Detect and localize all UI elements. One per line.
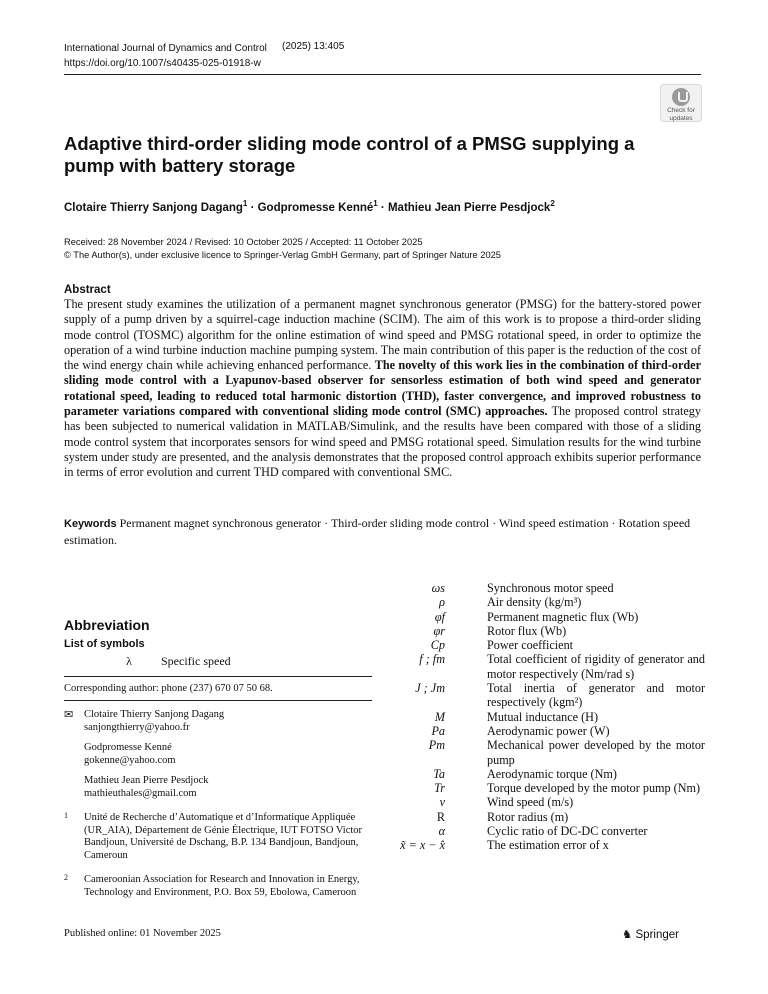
symbol-desc: Mechanical power developed by the motor pump [487, 738, 705, 767]
symbol-row [385, 810, 705, 824]
symbol-row [385, 624, 705, 638]
symbol: ρ [439, 595, 445, 610]
symbol-desc: Aerodynamic power (W) [487, 723, 610, 738]
symbol-row [385, 581, 705, 595]
symbol-lambda-desc: Specific speed [161, 654, 231, 668]
publication-dates [64, 236, 704, 261]
symbol: Pm [428, 738, 445, 753]
publisher-name: Springer [635, 929, 679, 941]
contact-email[interactable]: gokenne@yahoo.com [84, 754, 176, 766]
symbol: ωs [431, 581, 445, 595]
symbol-desc: Air density (kg/m³) [487, 595, 582, 610]
symbol-desc: Power coefficient [487, 638, 574, 653]
author-3-affil: 2 [550, 199, 555, 208]
symbol-row [385, 610, 705, 624]
author-separator: · [247, 201, 258, 214]
symbol: f ; fm [419, 652, 445, 667]
symbol-row [385, 795, 705, 809]
contact-item [64, 775, 372, 800]
contact-name: Mathieu Jean Pierre Pesdjock [84, 775, 209, 786]
published-online: Published online: 01 November 2025 [64, 928, 221, 939]
publisher-logo [622, 927, 679, 941]
affiliation-text: Unité de Recherche d’Automatique et d’Informatique Appliquée (UR_AIA), Département de Génie Électrique, IUT FOTSO Victor Bandjoun, Université de Dschang, B.P. 134 Bandjoun, Bandjoun, Cameroun [84, 812, 363, 861]
symbol: J ; Jm [415, 681, 445, 696]
symbol: Cp [430, 638, 445, 653]
author-3: Mathieu Jean Pierre Pesdjock [387, 201, 551, 214]
corresponding-author-note: Corresponding author: phone (237) 670 07 50 68. [64, 683, 273, 694]
check-for-updates-badge[interactable] [660, 84, 702, 122]
symbol-row [385, 652, 705, 681]
copyright-line: © The Author(s), under exclusive licence to Springer-Verlag GmbH Germany, part of Springer Nature 2025 [64, 249, 501, 260]
symbol-desc: Rotor radius (m) [487, 809, 569, 824]
abstract-novelty: The novelty of this work lies in the combination of third-order sliding mode control with a Lyapunov-based observer for sensorless estimation of both wind speed and generator rotational speed, leading to reduced total harmonic distortion (THD), faster convergence, and improved robustness to parameter variations compared with conventional sliding mode control (SMC) approaches. [64, 358, 701, 419]
symbol-row [385, 638, 705, 652]
abstract-body [64, 297, 701, 481]
symbol-desc: Total inertia of generator and motor respectively (kgm²) [487, 681, 705, 710]
symbol: x̃ = x − x̂ [400, 838, 445, 853]
author-contacts [64, 709, 372, 907]
symbol-row [385, 681, 705, 710]
symbol-table [385, 581, 705, 853]
contact-email[interactable]: mathieuthales@gmail.com [84, 787, 197, 799]
affiliation-text: Cameroonian Association for Research and Innovation in Energy, Technology and Environment, P.O. Box 59, Ebolowa, Cameroon [84, 874, 360, 898]
springer-horse-icon: ♞ [622, 929, 633, 941]
symbol: Ta [433, 766, 445, 781]
symbol-row [385, 738, 705, 767]
symbol-row [385, 767, 705, 781]
author-2: Godpromesse Kenné [257, 201, 374, 214]
symbol-desc: Synchronous motor speed [487, 581, 614, 595]
abstract-text-1: The present study examines the utilization of a permanent magnet synchronous generator (PMSG) for the battery-stored power supply of a pump driven by a squirrel-cage induction machine (SCIM). The aim of this work is to propose a third-order sliding mode control (TOSMC) algorithm for the online estimation of wind speed and PMSG rotational speed, in order to optimize the operation of a wind turbine induction machine pumping system. The main contribution of this paper is the reduction of the cost of the wind energy chain while achieving enhanced performance. [64, 297, 701, 373]
symbol: φf [434, 609, 445, 624]
symbol: φr [433, 623, 445, 638]
author-1: Clotaire Thierry Sanjong Dagang [64, 201, 243, 214]
affiliation-number: 1 [64, 811, 68, 820]
dates-line: Received: 28 November 2024 / Revised: 10 October 2025 / Accepted: 11 October 2025 [64, 237, 423, 247]
footnote-rule [64, 676, 372, 677]
symbol-row [385, 824, 705, 838]
author-2-affil: 1 [373, 199, 378, 208]
contact-name: Godpromesse Kenné [84, 742, 172, 753]
author-list [64, 199, 704, 214]
symbol: Pa [431, 723, 445, 738]
contact-item [64, 742, 372, 767]
symbol-row [385, 838, 705, 852]
symbol-desc: Mutual inductance (H) [487, 709, 599, 724]
symbol: R [436, 809, 445, 824]
badge-line1: Check for [667, 107, 695, 114]
symbol-desc: Permanent magnetic flux (Wb) [487, 609, 639, 624]
symbol-desc: Wind speed (m/s) [487, 795, 574, 810]
symbol-desc: The estimation error of x [487, 838, 609, 853]
affiliation-number: 2 [64, 873, 68, 882]
symbol: Tr [434, 781, 445, 796]
symbol-desc: Total coefficient of rigidity of generator and motor respectively (Nm/rad s) [487, 652, 705, 681]
affiliation-item [64, 874, 372, 899]
abstract-heading: Abstract [64, 284, 111, 296]
contact-email[interactable]: sanjongthierry@yahoo.fr [84, 721, 190, 733]
symbol: α [438, 824, 445, 839]
footnote-rule-2 [64, 700, 372, 701]
symbol-desc: Rotor flux (Wb) [487, 623, 567, 638]
volume-info: (2025) 13:405 [282, 41, 345, 52]
abbreviation-heading: Abbreviation [64, 617, 150, 633]
symbol-lambda-row [100, 654, 231, 669]
doi-link[interactable]: https://doi.org/10.1007/s40435-025-01918-w [64, 58, 261, 69]
abstract-text-2: The proposed control strategy has been subjected to numerical validation in MATLAB/Simulink, and the results have been compared with those of a sliding mode control system that incorporates sensors for wind speed and PMSG rotational speed. Simulation results for the wind turbine system under study are presented, and the analysis demonstrates that the proposed control approach exhibits superior performance in terms of error evolution and current THD compared with conventional SMC. [64, 404, 701, 480]
symbol-desc: Aerodynamic torque (Nm) [487, 766, 617, 781]
symbol-row [385, 724, 705, 738]
header-rule [64, 74, 701, 75]
envelope-icon: ✉ [64, 709, 74, 721]
journal-name: International Journal of Dynamics and Control [64, 43, 267, 54]
symbol-desc: Torque developed by the motor pump (Nm) [487, 781, 701, 796]
symbol-row [385, 710, 705, 724]
symbol-lambda: λ [126, 654, 132, 668]
symbol: v [439, 795, 445, 810]
journal-header [64, 41, 267, 71]
author-separator: · [377, 201, 388, 214]
badge-line2: updates [669, 115, 693, 122]
contact-item [64, 709, 372, 734]
symbol-desc: Cyclic ratio of DC-DC converter [487, 824, 648, 839]
symbol-row [385, 595, 705, 609]
keywords-label: Keywords [64, 518, 117, 530]
keywords-text: Permanent magnet synchronous generator · Third-order sliding mode control · Wind speed estimation · Rotation speed estimation. [64, 516, 691, 547]
symbol: M [434, 709, 445, 724]
check-for-updates-icon [672, 88, 690, 106]
keywords [64, 516, 701, 548]
contact-name: Clotaire Thierry Sanjong Dagang [84, 709, 225, 720]
symbol-row [385, 781, 705, 795]
affiliation-item [64, 812, 372, 862]
author-1-affil: 1 [242, 199, 248, 208]
paper-title: Adaptive third-order sliding mode control of a PMSG supplying a pump with battery storage [64, 133, 635, 176]
list-of-symbols-heading: List of symbols [64, 638, 145, 650]
